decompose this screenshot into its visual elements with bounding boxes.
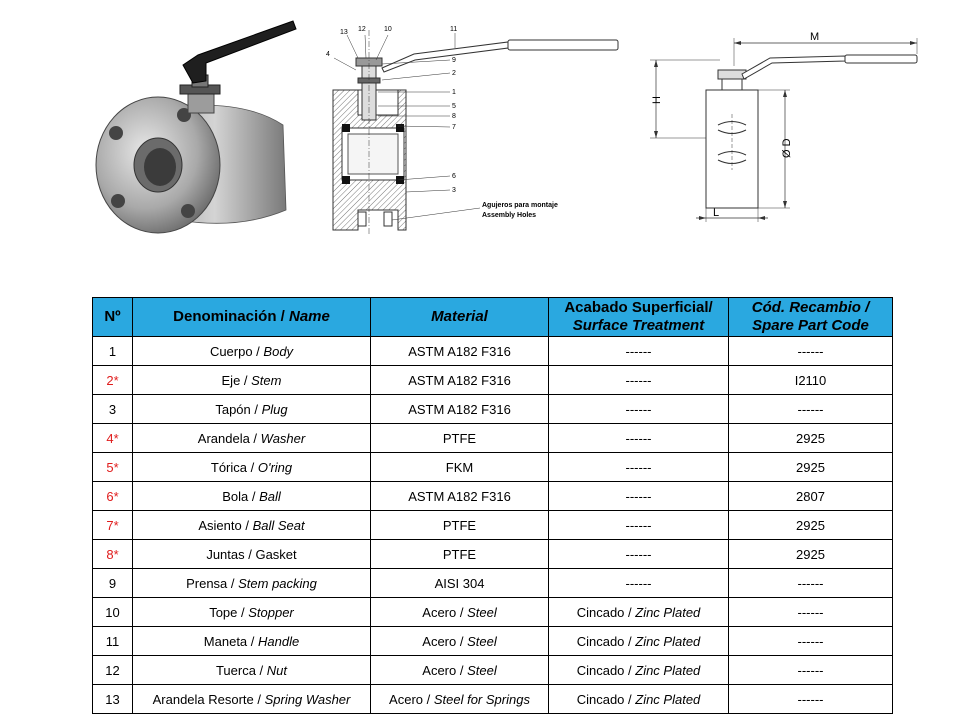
cell-material	[371, 482, 549, 511]
cell-material	[371, 627, 549, 656]
table-row	[93, 656, 893, 685]
cell-no: 7*	[93, 511, 133, 540]
cell-code: 2925	[729, 540, 893, 569]
table-row	[93, 424, 893, 453]
cell-name	[133, 424, 371, 453]
label-1: 1	[452, 89, 456, 96]
cell-no: 11	[93, 627, 133, 656]
parts-table	[92, 297, 893, 714]
label-7: 7	[452, 124, 456, 131]
cell-code: 2925	[729, 511, 893, 540]
cell-material-a: ASTM A182 F316	[408, 343, 511, 359]
header-no: Nº	[93, 298, 133, 337]
cell-material-a: PTFE	[442, 430, 477, 446]
label-11: 11	[450, 26, 458, 33]
table-row	[93, 627, 893, 656]
cell-material-a: ASTM A182 F316	[408, 401, 511, 417]
cell-name-es: Arandela /	[197, 430, 261, 446]
cell-material-b: Steel for Springs	[433, 691, 530, 707]
cell-no: 10	[93, 598, 133, 627]
cell-name	[133, 569, 371, 598]
cell-finish-b: Zinc Plated	[635, 691, 701, 707]
label-10: 10	[384, 26, 392, 33]
header-finish-en: Surface Treatment	[572, 317, 705, 334]
cell-name	[133, 482, 371, 511]
cell-finish	[549, 511, 729, 540]
cell-code: ------	[729, 656, 893, 685]
cell-name-es: Prensa /	[186, 575, 239, 591]
cell-material-a: Acero /	[422, 662, 468, 678]
cell-finish	[549, 337, 729, 366]
cell-name-es: Cuerpo /	[209, 343, 264, 359]
cell-name	[133, 453, 371, 482]
cell-material	[371, 511, 549, 540]
cell-name-en: Body	[263, 343, 294, 359]
mounting-holes-es: Agujeros para montaje	[482, 202, 558, 209]
cell-no: 6*	[93, 482, 133, 511]
cell-name-es: Maneta /	[203, 633, 258, 649]
dim-l-label: L	[713, 207, 720, 219]
table-header-row	[93, 298, 893, 337]
cell-finish-b: Zinc Plated	[635, 604, 701, 620]
cell-no: 12	[93, 656, 133, 685]
table-row	[93, 395, 893, 424]
cell-finish-b: Zinc Plated	[635, 662, 701, 678]
cell-name-es: Tuerca /	[215, 662, 267, 678]
cell-no: 1	[93, 337, 133, 366]
header-finish-es: Acabado Superficial/	[564, 299, 713, 316]
cell-name-es: Tope /	[209, 604, 249, 620]
cell-name-en: Stopper	[248, 604, 294, 620]
label-3: 3	[452, 187, 456, 194]
cell-name	[133, 337, 371, 366]
valve-photo	[88, 15, 308, 240]
cell-no: 3	[93, 395, 133, 424]
cell-finish	[549, 627, 729, 656]
cell-name-es: Bola /	[222, 488, 260, 504]
cell-code: ------	[729, 685, 893, 714]
cell-finish-a: ------	[625, 401, 652, 417]
cell-material	[371, 569, 549, 598]
sectional-drawing	[318, 20, 638, 240]
header-name-en: Name	[289, 308, 330, 325]
cell-code: 2925	[729, 453, 893, 482]
cell-finish	[549, 685, 729, 714]
cell-code: ------	[729, 337, 893, 366]
cell-name-en: Handle	[258, 633, 300, 649]
cell-material	[371, 656, 549, 685]
cell-material-a: Acero /	[422, 604, 468, 620]
cell-finish-a: ------	[625, 372, 652, 388]
cell-material-a: ASTM A182 F316	[408, 488, 511, 504]
cell-name	[133, 598, 371, 627]
dimension-drawing	[640, 30, 930, 230]
cell-name-es: Tapón /	[215, 401, 262, 417]
cell-name	[133, 685, 371, 714]
label-9: 9	[452, 57, 456, 64]
cell-code: ------	[729, 598, 893, 627]
header-code	[729, 298, 893, 337]
cell-no: 2*	[93, 366, 133, 395]
cell-name	[133, 627, 371, 656]
cell-name-en: O'ring	[257, 459, 293, 475]
cell-material-a: PTFE	[442, 546, 477, 562]
cell-finish-a: Cincado /	[576, 604, 636, 620]
header-name-es: Denominación /	[173, 308, 289, 325]
cell-finish-a: ------	[625, 430, 652, 446]
cell-name	[133, 366, 371, 395]
cell-no: 5*	[93, 453, 133, 482]
cell-material-b: Steel	[467, 662, 497, 678]
cell-finish-a: ------	[625, 488, 652, 504]
cell-name	[133, 656, 371, 685]
table-row	[93, 540, 893, 569]
cell-material	[371, 337, 549, 366]
cell-name-en: Spring Washer	[264, 691, 351, 707]
cell-material-a: Acero /	[422, 633, 468, 649]
cell-code: ------	[729, 569, 893, 598]
cell-material-a: ASTM A182 F316	[408, 372, 511, 388]
cell-finish	[549, 366, 729, 395]
cell-no: 8*	[93, 540, 133, 569]
header-code-es: Cód. Recambio /	[751, 299, 870, 316]
cell-finish-a: ------	[625, 546, 652, 562]
label-6: 6	[452, 173, 456, 180]
header-name	[133, 298, 371, 337]
header-material: Material	[371, 298, 549, 337]
table-row	[93, 482, 893, 511]
cell-no: 9	[93, 569, 133, 598]
cell-finish	[549, 656, 729, 685]
cell-finish-a: ------	[625, 575, 652, 591]
cell-name-en: Ball Seat	[252, 517, 305, 533]
cell-material	[371, 540, 549, 569]
cell-finish	[549, 453, 729, 482]
dim-h-label: H	[651, 96, 663, 104]
cell-finish-a: ------	[625, 459, 652, 475]
cell-material-a: Acero /	[389, 691, 434, 707]
cell-name-en: Washer	[260, 430, 306, 446]
cell-material	[371, 424, 549, 453]
cell-name-en: Stem packing	[238, 575, 317, 591]
cell-name-en: Plug	[261, 401, 288, 417]
cell-name-es: Arandela Resorte /	[152, 691, 265, 707]
cell-name-en: Nut	[266, 662, 288, 678]
cell-name-es: Asiento /	[198, 517, 253, 533]
label-13: 13	[340, 29, 348, 36]
cell-finish-b: Zinc Plated	[635, 633, 701, 649]
cell-material	[371, 453, 549, 482]
label-12: 12	[358, 26, 366, 33]
dim-d-label: Ø D	[781, 138, 793, 158]
cell-name	[133, 395, 371, 424]
cell-material	[371, 598, 549, 627]
cell-code: 2807	[729, 482, 893, 511]
cell-finish	[549, 482, 729, 511]
cell-code: 2925	[729, 424, 893, 453]
label-2: 2	[452, 70, 456, 77]
table-row	[93, 453, 893, 482]
cell-material-a: FKM	[445, 459, 474, 475]
table-row	[93, 337, 893, 366]
label-4: 4	[326, 51, 330, 58]
cell-code: I2110	[729, 366, 893, 395]
table-row	[93, 366, 893, 395]
cell-finish	[549, 598, 729, 627]
cell-finish-a: ------	[625, 343, 652, 359]
cell-finish-a: Cincado /	[576, 633, 636, 649]
label-5: 5	[452, 103, 456, 110]
label-8: 8	[452, 113, 456, 120]
cell-name-en: Ball	[259, 488, 281, 504]
cell-material-a: AISI 304	[434, 575, 485, 591]
cell-finish	[549, 540, 729, 569]
cell-finish	[549, 424, 729, 453]
cell-name	[133, 540, 371, 569]
cell-material	[371, 366, 549, 395]
header-finish	[549, 298, 729, 337]
cell-finish-a: ------	[625, 517, 652, 533]
cell-material-b: Steel	[467, 633, 497, 649]
cell-code: ------	[729, 395, 893, 424]
cell-name-es: Eje /	[221, 372, 252, 388]
dim-m-label: M	[810, 31, 820, 43]
cell-name-en: Stem	[251, 372, 282, 388]
cell-finish	[549, 569, 729, 598]
table-row	[93, 511, 893, 540]
cell-name-es: Tórica /	[210, 459, 258, 475]
cell-no: 13	[93, 685, 133, 714]
cell-no: 4*	[93, 424, 133, 453]
cell-finish	[549, 395, 729, 424]
cell-material-b: Steel	[467, 604, 497, 620]
cell-material-a: PTFE	[442, 517, 477, 533]
cell-name	[133, 511, 371, 540]
cell-finish-a: Cincado /	[576, 662, 636, 678]
header-code-en: Spare Part Code	[752, 317, 869, 334]
cell-material	[371, 395, 549, 424]
table-row	[93, 598, 893, 627]
cell-finish-a: Cincado /	[576, 691, 636, 707]
cell-code: ------	[729, 627, 893, 656]
cell-name-es: Juntas / Gasket	[206, 546, 297, 562]
cell-material	[371, 685, 549, 714]
table-row	[93, 569, 893, 598]
mounting-holes-en: Assembly Holes	[482, 212, 537, 219]
table-row	[93, 685, 893, 714]
